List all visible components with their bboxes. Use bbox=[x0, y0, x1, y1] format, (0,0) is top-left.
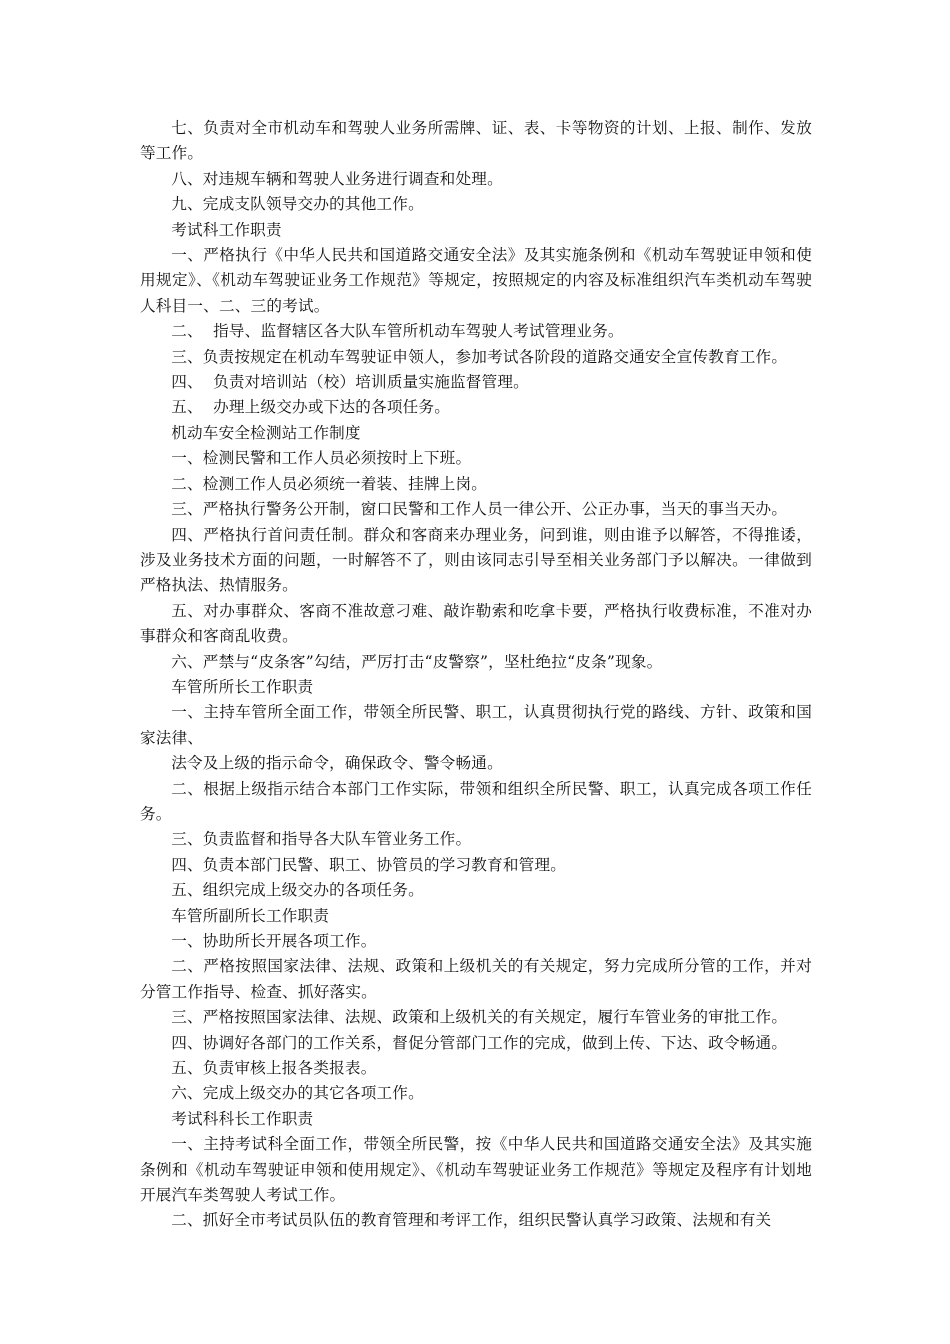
paragraph: 法令及上级的指示命令，确保政令、警令畅通。 bbox=[171, 754, 503, 773]
paragraph: 三、严格按照国家法律、法规、政策和上级机关的有关规定，履行车管业务的审批工作。 bbox=[171, 1008, 788, 1027]
paragraph: 一、主持车管所全面工作，带领全所民警、职工，认真贯彻执行党的路线、方针、政策和国家法律、 bbox=[140, 703, 812, 747]
paragraph: 五、 办理上级交办或下达的各项任务。 bbox=[171, 398, 450, 417]
paragraph: 七、负责对全市机动车和驾驶人业务所需牌、证、表、卡等物资的计划、上报、制作、发放等工作。 bbox=[140, 119, 812, 163]
paragraph: 二、严格按照国家法律、法规、政策和上级机关的有关规定，努力完成所分管的工作，并对分管工作指导、检查、抓好落实。 bbox=[140, 957, 812, 1001]
document-page bbox=[140, 116, 812, 1234]
paragraph: 四、 负责对培训站（校）培训质量实施监督管理。 bbox=[171, 373, 529, 392]
section-heading: 考试科科长工作职责 bbox=[171, 1109, 314, 1128]
section-heading: 考试科工作职责 bbox=[171, 220, 282, 239]
paragraph: 四、协调好各部门的工作关系，督促分管部门工作的完成，做到上传、下达、政令畅通。 bbox=[171, 1033, 788, 1052]
section-heading: 车管所副所长工作职责 bbox=[171, 906, 330, 925]
paragraph: 一、严格执行《中华人民共和国道路交通安全法》及其实施条例和《机动车驾驶证申领和使用规定》、《机动车驾驶证业务工作规范》等规定，按照规定的内容及标准组织汽车类机动车驾驶人科目一、二、三的考试。 bbox=[140, 246, 812, 315]
section-heading: 车管所所长工作职责 bbox=[171, 677, 314, 696]
section-heading: 机动车安全检测站工作制度 bbox=[171, 423, 361, 442]
paragraph: 二、抓好全市考试员队伍的教育管理和考评工作，组织民警认真学习政策、法规和有关 bbox=[171, 1211, 772, 1230]
paragraph: 九、完成支队领导交办的其他工作。 bbox=[171, 195, 424, 214]
paragraph: 五、对办事群众、客商不准故意刁难、敲诈勒索和吃拿卡要，严格执行收费标准，不准对办事群众和客商乱收费。 bbox=[140, 601, 812, 646]
paragraph: 六、严禁与“皮条客”勾结，严厉打击“皮警察”，坚杜绝拉“皮条”现象。 bbox=[171, 652, 663, 671]
paragraph: 二、根据上级指示结合本部门工作实际，带领和组织全所民警、职工，认真完成各项工作任务。 bbox=[140, 779, 812, 823]
paragraph: 五、组织完成上级交办的各项任务。 bbox=[171, 881, 424, 900]
paragraph: 三、严格执行警务公开制，窗口民警和工作人员一律公开、公正办事，当天的事当天办。 bbox=[171, 500, 788, 519]
paragraph: 五、负责审核上报各类报表。 bbox=[171, 1059, 377, 1078]
paragraph: 四、负责本部门民警、职工、协管员的学习教育和管理。 bbox=[171, 855, 567, 874]
paragraph: 三、负责监督和指导各大队车管业务工作。 bbox=[171, 830, 472, 849]
paragraph: 六、完成上级交办的其它各项工作。 bbox=[171, 1084, 424, 1103]
paragraph: 二、检测工作人员必须统一着装、挂牌上岗。 bbox=[171, 474, 488, 493]
paragraph: 一、主持考试科全面工作，带领全所民警，按《中华人民共和国道路交通安全法》及其实施条例和《机动车驾驶证申领和使用规定》、《机动车驾驶证业务工作规范》等规定及程序有计划地开展汽车类驾驶人考试工作。 bbox=[140, 1135, 812, 1205]
paragraph: 二、 指导、监督辖区各大队车管所机动车驾驶人考试管理业务。 bbox=[171, 322, 624, 341]
paragraph: 一、协助所长开展各项工作。 bbox=[171, 932, 377, 950]
paragraph: 八、对违规车辆和驾驶人业务进行调查和处理。 bbox=[171, 169, 503, 188]
paragraph: 三、负责按规定在机动车驾驶证申领人，参加考试各阶段的道路交通安全宣传教育工作。 bbox=[171, 347, 788, 366]
paragraph: 一、检测民警和工作人员必须按时上下班。 bbox=[171, 449, 472, 468]
paragraph: 四、严格执行首问责任制。群众和客商来办理业务，问到谁，则由谁予以解答，不得推诿，涉及业务技术方面的问题，一时解答不了，则由该同志引导至相关业务部门予以解决。一律做到严格执法、热情服务。 bbox=[140, 525, 812, 595]
